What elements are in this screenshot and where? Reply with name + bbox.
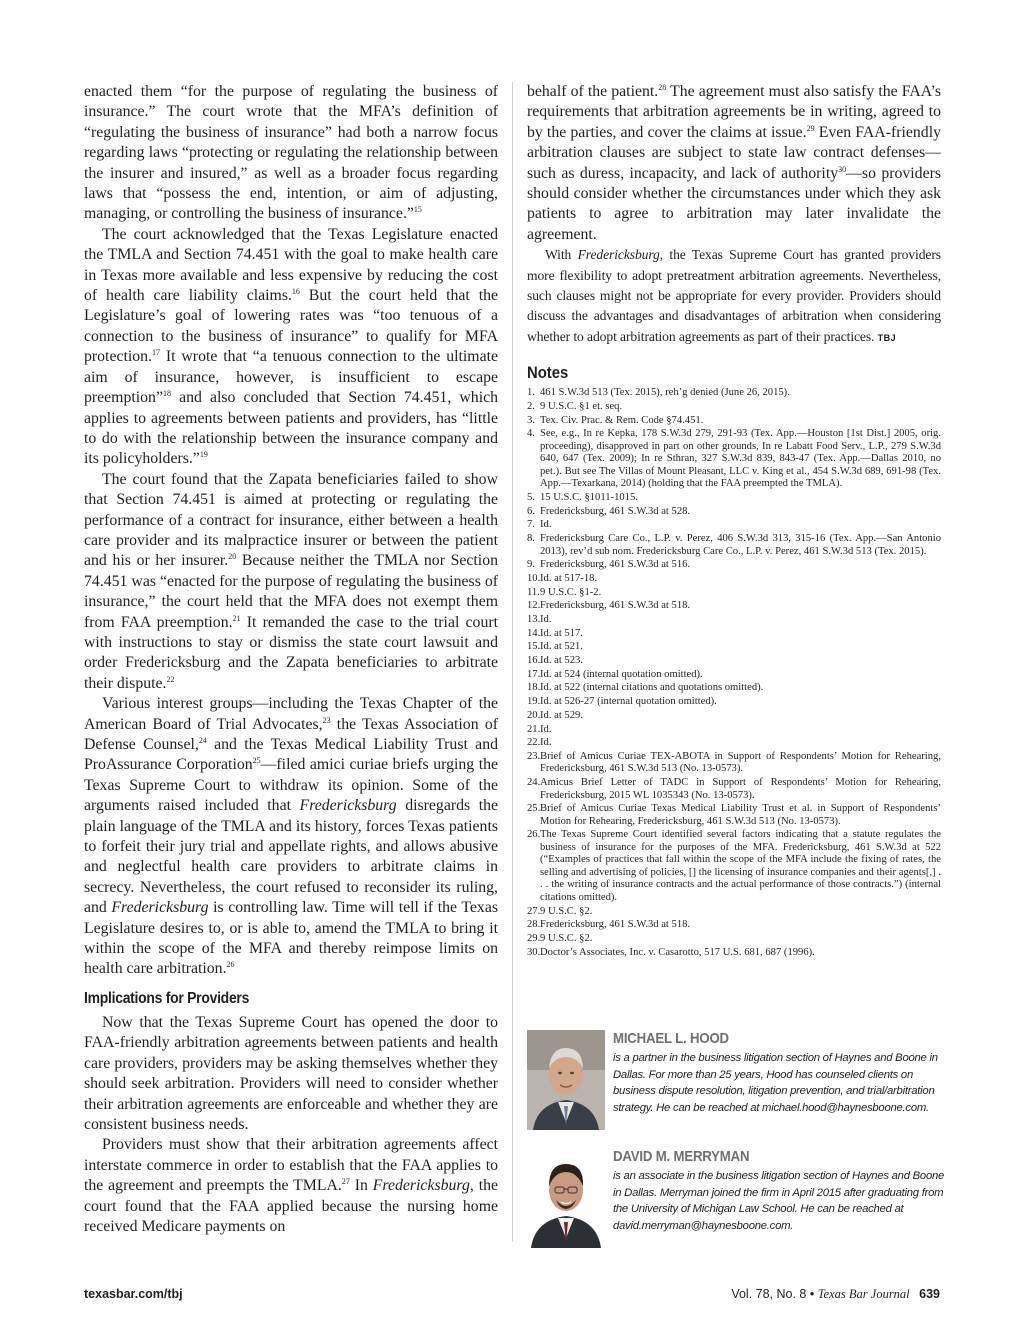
note-text: Id. at 523. <box>540 655 583 667</box>
note-text: Id. at 529. <box>540 709 583 721</box>
notes-list <box>527 387 941 959</box>
note-item <box>527 829 941 904</box>
note-item <box>527 947 941 960</box>
note-item <box>527 401 941 414</box>
note-number: 24. <box>527 777 541 789</box>
note-number: 22. <box>527 737 541 749</box>
note-number: 20. <box>527 709 541 721</box>
tbj-end-mark: TBJ <box>877 332 897 343</box>
note-number: 29. <box>527 933 541 945</box>
author-description: is an associate in the business litigation section of Haynes and Boone in Dallas. Merryman joined the firm in April 2015 after graduating from the University of Michigan Law School. He can be reached at david.merryman@haynesboone.com. <box>613 1170 945 1232</box>
paragraph: behalf of the patient.$^{28}$ The agreement must also satisfy the FAA’s requirements that arbitration agreements be in writing, agreed to by the parties, and cover the claims at issue.$^{29}$ Even FAA-friendly arbitration clauses are subject to state law contract defenses—such as duress, incapacity, and lack of authority$^{30}$—so providers should consider whether the circumstances under which they ask patients to agree to arbitration may later invalidate the agreement. <box>527 83 941 243</box>
note-number: 12. <box>527 600 541 612</box>
footer-site-link[interactable]: texasbar.com/tbj <box>84 1287 183 1301</box>
note-text: The Texas Supreme Court identified several factors indicating that a statute regulates the business of insurance for the purposes of the MFA. Fredericksburg, 461 S.W.3d at 522 (“Examples of practices that fall within the scope of the MFA include the fixing of rates, the selling and advertising of policies, [] the licensing of insurance companies and their agents[,] . . . the writing of insurance contracts and the actual performance of those contracts.”) (internal citations omitted). <box>540 829 941 903</box>
note-number: 19. <box>527 696 541 708</box>
note-text: Id. at 526-27 (internal quotation omitted). <box>540 696 717 708</box>
note-text: Fredericksburg, 461 S.W.3d at 518. <box>540 919 691 931</box>
note-number: 5. <box>527 492 535 504</box>
author-bio-text <box>613 1148 947 1234</box>
note-text: Id. at 517-18. <box>540 572 598 584</box>
paragraph: With Fredericksburg, the Texas Supreme Court has granted providers more flexibility to adopt pretreatment arbitration agreements. Nevertheless, such clauses might not be appropriate for every provider. Providers should discuss the advantages and disadvantages of arbitration when considering whether to adopt arbitration agreements as part of their practices. TBJ <box>527 247 941 344</box>
note-number: 11. <box>527 586 540 598</box>
note-number: 8. <box>527 533 535 545</box>
note-item <box>527 492 941 505</box>
note-number: 7. <box>527 519 535 531</box>
author-name: DAVID M. MERRYMAN <box>613 1148 750 1165</box>
note-number: 18. <box>527 682 541 694</box>
note-item <box>527 724 941 737</box>
footer-volume: Vol. 78, No. 8 <box>731 1287 807 1301</box>
note-text: Doctor’s Associates, Inc. v. Casarotto, 517 U.S. 681, 687 (1996). <box>540 946 815 958</box>
note-number: 1. <box>527 387 535 399</box>
paragraph: Various interest groups—including the Texas Chapter of the American Board of Trial Advocates,$^{23}$ the Texas Association of Defense Counsel,$^{24}$ and the Texas Medical Liability Trust and ProAssurance Corporation$^{25}$—filed amici curiae briefs urging the Texas Supreme Court to withdraw its opinion. Some of the arguments raised included that Fredericksburg disregards the plain language of the TMLA and its history, forces Texas patients to forfeit their jury trial and appellate rights, and allows abusive and neglectful health care providers to arbitrate claims in secrecy. Nevertheless, the court refused to reconsider its ruling, and Fredericksburg is controlling law. Time will tell if the Texas Legislature desires to, or is able to, amend the TMLA to bring it within the scope of the MFA and thereby reimpose limits on health care arbitration.$^{26}$ <box>84 695 498 978</box>
note-number: 6. <box>527 505 535 517</box>
note-text: Brief of Amicus Curiae TEX-ABOTA in Support of Respondents’ Motion for Rehearing, Fredericksburg, 461 S.W.3d 513 (No. 13-0573). <box>540 750 941 775</box>
section-heading: Implications for Providers <box>84 989 250 1007</box>
note-item <box>527 614 941 627</box>
note-text: Id. <box>540 519 552 531</box>
right-column <box>527 82 941 960</box>
note-number: 21. <box>527 723 541 735</box>
note-text: Id. at 521. <box>540 641 583 653</box>
note-text: See, e.g., In re Kepka, 178 S.W.3d 279, 291-93 (Tex. App.—Houston [1st Dist.] 2005, orig. proceeding), disapproved in part on other grounds, In re Labatt Food Serv., L.P., 279 S.W.3d 640, 647 (Tex. 2009); In re Sthran, 327 S.W.3d 839, 843-47 (Tex. App.—Dallas 2010, no pet.). But see The Villas of Mount Pleasant, LLC v. King et al., 454 S.W.3d 689, 691-98 (Tex. App.—Texarkana, 2014) (holding that the FAA preempted the TMLA). <box>540 428 941 490</box>
note-text: Id. at 522 (internal citations and quotations omitted). <box>540 682 764 694</box>
note-text: 9 U.S.C. §1-2. <box>540 586 602 598</box>
footer-bullet: • <box>809 1287 815 1301</box>
note-item <box>527 669 941 682</box>
note-text: Fredericksburg Care Co., L.P. v. Perez, 406 S.W.3d 313, 315-16 (Tex. App.—San Antonio 2013), rev’d sub nom. Fredericksburg Care Co., L.P. v. Perez, 461 S.W.3d 513 (Tex. 2015). <box>540 533 941 557</box>
column-divider <box>512 82 513 1242</box>
note-number: 30. <box>527 946 541 958</box>
note-text: Id. <box>540 723 552 735</box>
note-text: 461 S.W.3d 513 (Tex. 2015), reh’g denied (June 26, 2015). <box>540 387 790 399</box>
note-number: 13. <box>527 614 541 626</box>
page-number: 639 <box>919 1287 940 1301</box>
note-item <box>527 573 941 586</box>
note-text: Amicus Brief Letter of TADC in Support of Respondents’ Motion for Rehearing, Fredericksburg, 2015 WL 1035343 (No. 13-0573). <box>540 777 941 801</box>
note-item <box>527 751 941 776</box>
note-text: Fredericksburg, 461 S.W.3d at 518. <box>540 600 691 612</box>
paragraph: The court acknowledged that the Texas Legislature enacted the TMLA and Section 74.451 with the goal to make health care in Texas more available and less expensive by reducing the cost of health care liability claims.$^{16}$ But the court held that the Legislature’s goal of lowering rates was “too tenuous of a connection to the business of insurance” to qualify for MFA protection.$^{17}$ It wrote that “a tenuous connection to the ultimate aim of insurance, however, is insufficient to escape preemption”$^{18}$ and also concluded that Section 74.451, which applies to agreements between patients and providers, has “little to do with the relationship between the insurance company and its policyholders.”$^{19}$ <box>84 225 498 468</box>
note-number: 25. <box>527 803 541 815</box>
note-item <box>527 415 941 428</box>
note-text: 15 U.S.C. §1011-1015. <box>540 492 638 504</box>
note-number: 15. <box>527 641 541 653</box>
note-number: 2. <box>527 400 535 412</box>
note-number: 26. <box>527 829 541 841</box>
note-number: 27. <box>527 905 541 917</box>
author-description: is a partner in the business litigation section of Haynes and Boone in Dallas. For more than 25 years, Hood has counseled clients on business dispute resolution, litigation prevention, and trial/arbitration strategy. He can be reached at michael.hood@haynesboone.com. <box>613 1052 938 1114</box>
note-text: Id. <box>540 737 552 749</box>
note-text: 9 U.S.C. §2. <box>540 933 593 945</box>
note-item <box>527 933 941 946</box>
note-number: 28. <box>527 919 541 931</box>
note-text: Id. <box>540 614 552 626</box>
note-text: Id. at 517. <box>540 627 583 639</box>
author-photo <box>527 1030 605 1130</box>
note-number: 10. <box>527 572 541 584</box>
note-item <box>527 696 941 709</box>
paragraph: The court found that the Zapata beneficiaries failed to show that Section 74.451 is aimed at protecting or regulating the performance of a contract for insurance, either between a health care provider and its malpractice insurer or between the patient and his or her insurer.$^{20}$ Because neither the TMLA nor Section 74.451 was “enacted for the purpose of regulating the business of insurance,” the court held that the MFA does not exempt them from FAA preemption.$^{21}$ It remanded the case to the trial court with instructions to stay or dismiss the state court lawsuit and order Fredericksburg and the Zapata beneficiaries to arbitrate their dispute.$^{22}$ <box>84 470 498 692</box>
note-item <box>527 587 941 600</box>
note-item <box>527 628 941 641</box>
paragraph: enacted them “for the purpose of regulating the business of insurance.” The court wrote that the MFA’s definition of “regulating the business of insurance” had both a narrow focus regarding laws “protecting or regulating the relationship between the insurer and insured,” as well as a broader focus regarding laws that “possess the end, intention, or aim of adjusting, managing, or controlling the business of insurance.”$^{15}$ <box>84 83 498 223</box>
note-item <box>527 533 941 558</box>
note-text: Tex. Civ. Prac. & Rem. Code §74.451. <box>540 414 704 426</box>
footer-issue-info <box>731 1287 940 1302</box>
author-bio-text <box>613 1030 947 1116</box>
note-item <box>527 519 941 532</box>
note-number: 4. <box>527 428 535 440</box>
note-number: 23. <box>527 750 541 762</box>
note-text: Fredericksburg, 461 S.W.3d at 516. <box>540 559 691 571</box>
note-text: 9 U.S.C. §1 et. seq. <box>540 400 623 412</box>
note-item <box>527 655 941 668</box>
paragraph: Now that the Texas Supreme Court has opened the door to FAA-friendly arbitration agreements between patients and health care providers, providers may be asking themselves whether they should seek arbitration. Providers will need to consider whether their arbitration agreements are enforceable and whether they are consistent business needs. <box>84 1013 498 1133</box>
note-item <box>527 428 941 491</box>
author-photo <box>527 1148 605 1248</box>
note-text: Id. at 524 (internal quotation omitted). <box>540 668 703 680</box>
paragraph: Providers must show that their arbitration agreements affect interstate commerce in order to establish that the FAA applies to the agreement and preempts the TMLA.$^{27}$ In Fredericksburg, the court found that the FAA applied because the nursing home received Medicare payments on <box>84 1136 498 1235</box>
note-item <box>527 777 941 802</box>
note-text: Brief of Amicus Curiae Texas Medical Liability Trust et al. in Support of Respondents’ Motion for Rehearing, Fredericksburg, 461 S.W.3d 513 (No. 13-0573). <box>540 803 941 827</box>
note-item <box>527 387 941 400</box>
author-name: MICHAEL L. HOOD <box>613 1030 729 1047</box>
note-item <box>527 803 941 828</box>
note-item <box>527 737 941 750</box>
footer-journal: Texas Bar Journal <box>817 1287 910 1301</box>
note-text: 9 U.S.C. §2. <box>540 905 593 917</box>
note-number: 3. <box>527 414 535 426</box>
left-column <box>84 82 498 1237</box>
note-number: 16. <box>527 655 541 667</box>
note-item <box>527 919 941 932</box>
note-number: 9. <box>527 559 535 571</box>
note-item <box>527 506 941 519</box>
note-item <box>527 906 941 919</box>
notes-heading: Notes <box>527 364 569 383</box>
note-text: Fredericksburg, 461 S.W.3d at 528. <box>540 505 691 517</box>
note-number: 14. <box>527 627 541 639</box>
note-item <box>527 559 941 572</box>
note-item <box>527 710 941 723</box>
note-number: 17. <box>527 668 541 680</box>
note-item <box>527 641 941 654</box>
note-item <box>527 600 941 613</box>
note-item <box>527 682 941 695</box>
